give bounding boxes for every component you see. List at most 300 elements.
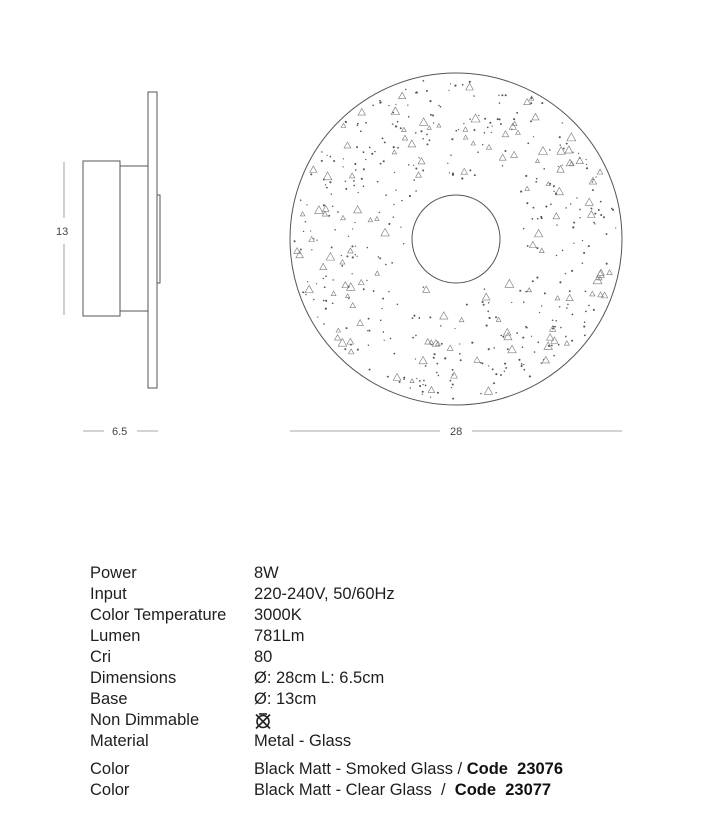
glass-speckle — [429, 100, 431, 102]
glass-speckle — [433, 357, 435, 359]
glass-speckle — [469, 81, 471, 83]
glass-speckle — [607, 270, 612, 275]
glass-speckle — [495, 316, 497, 318]
glass-speckle — [440, 312, 448, 319]
glass-speckle — [527, 288, 532, 292]
glass-speckle — [326, 187, 328, 189]
glass-speckle — [393, 373, 401, 380]
glass-speckle — [550, 203, 552, 205]
glass-speckle — [593, 309, 595, 311]
glass-speckle — [396, 126, 398, 128]
glass-speckle — [513, 118, 515, 120]
glass-speckle — [300, 212, 305, 216]
color-value — [254, 759, 670, 780]
glass-speckle — [569, 290, 571, 292]
glass-speckle — [571, 340, 573, 342]
glass-speckle — [537, 218, 539, 220]
glass-speckle — [353, 180, 355, 182]
non-dimmable-icon — [254, 712, 272, 730]
glass-speckle — [487, 127, 489, 129]
glass-speckle — [381, 308, 382, 309]
glass-speckle — [521, 363, 523, 365]
glass-speckle — [331, 193, 332, 194]
glass-speckle — [438, 375, 440, 377]
glass-speckle — [300, 199, 302, 201]
glass-speckle — [484, 288, 485, 289]
product-code: Code 23076 — [466, 760, 564, 778]
glass-speckle — [323, 179, 325, 181]
glass-speckle — [374, 151, 375, 152]
color-value — [254, 780, 670, 801]
glass-speckle — [407, 104, 408, 105]
glass-speckle — [461, 177, 463, 179]
glass-speckle — [356, 146, 358, 148]
glass-speckle — [422, 138, 424, 140]
glass-speckle — [305, 285, 313, 292]
glass-speckle — [559, 136, 561, 138]
glass-speckle — [343, 166, 344, 167]
glass-speckle — [473, 129, 475, 131]
glass-speckle — [337, 211, 339, 213]
glass-speckle — [331, 291, 336, 295]
glass-speckle — [451, 372, 458, 378]
glass-speckle — [432, 114, 434, 116]
front-view — [290, 73, 622, 405]
glass-speckle — [425, 385, 427, 387]
glass-speckle — [561, 122, 562, 123]
spec-row — [90, 584, 670, 605]
glass-speckle — [415, 132, 417, 134]
glass-speckle — [360, 130, 362, 132]
glass-speckle — [311, 249, 312, 250]
glass-speckle — [316, 283, 317, 284]
glass-speckle — [418, 158, 425, 164]
glass-speckle — [572, 226, 574, 228]
glass-speckle — [395, 104, 396, 105]
glass-speckle — [552, 328, 554, 330]
glass-speckle — [504, 371, 505, 372]
glass-speckle — [410, 379, 414, 383]
glass-speckle — [482, 144, 483, 145]
glass-speckle — [441, 343, 443, 345]
glass-speckle — [487, 311, 489, 313]
glass-speckle — [452, 173, 454, 175]
glass-speckle — [405, 89, 407, 91]
color-label: Color — [90, 781, 130, 799]
glass-speckle — [422, 384, 423, 385]
glass-speckle — [583, 252, 585, 254]
glass-speckle — [358, 108, 365, 115]
glass-speckle — [383, 331, 385, 333]
glass-speckle — [410, 387, 411, 388]
glass-speckle — [547, 334, 554, 340]
glass-speckle — [423, 380, 425, 382]
glass-speckle — [463, 123, 464, 124]
glass-speckle — [323, 172, 332, 180]
glass-speckle — [384, 141, 386, 143]
glass-speckle — [320, 263, 327, 269]
glass-speckle — [357, 320, 363, 326]
glass-speckle — [315, 206, 324, 214]
glass-speckle — [566, 294, 573, 300]
color-row — [90, 780, 670, 801]
spec-label: Input — [90, 585, 127, 603]
glass-speckle — [544, 292, 546, 294]
glass-speckle — [556, 224, 557, 225]
glass-speckle — [603, 216, 605, 218]
glass-speckle — [448, 90, 449, 91]
glass-speckle — [534, 351, 536, 353]
spec-value: 3000K — [254, 606, 302, 624]
glass-speckle — [302, 291, 304, 293]
glass-speckle — [430, 114, 432, 116]
glass-speckle — [408, 140, 416, 147]
glass-speckle — [345, 294, 349, 298]
glass-speckle — [352, 228, 353, 229]
glass-speckle — [585, 198, 593, 205]
glass-speckle — [539, 248, 544, 252]
spec-label: Lumen — [90, 627, 141, 645]
glass-speckle — [305, 294, 306, 295]
glass-speckle — [592, 181, 594, 183]
glass-speckle — [351, 245, 353, 247]
glass-speckle — [532, 280, 534, 282]
glass-speckle — [450, 83, 451, 84]
glass-speckle — [501, 94, 503, 96]
glass-speckle — [325, 308, 327, 310]
glass-speckle — [349, 173, 354, 178]
glass-speckle — [392, 112, 394, 114]
glass-speckle — [451, 138, 453, 140]
glass-speckle — [351, 273, 352, 274]
glass-speckle — [585, 159, 586, 160]
glass-speckle — [474, 357, 480, 362]
spec-label: Material — [90, 732, 149, 750]
glass-speckle — [413, 315, 415, 317]
glass-speckle — [543, 168, 545, 170]
spec-row — [90, 689, 670, 710]
glass-speckle — [565, 336, 567, 338]
glass-speckle — [422, 391, 424, 393]
glass-speckle — [463, 127, 468, 131]
glass-speckle — [458, 129, 459, 130]
glass-speckle — [555, 320, 557, 322]
glass-speckle — [338, 338, 347, 346]
glass-speckle — [342, 282, 349, 288]
glass-speckle — [440, 106, 442, 108]
glass-speckle — [450, 380, 452, 382]
glass-speckle — [519, 290, 521, 292]
spec-row — [90, 605, 670, 626]
glass-speckle — [496, 317, 501, 321]
glass-speckle — [444, 357, 446, 359]
glass-speckle — [493, 347, 495, 349]
glass-speckle — [489, 122, 491, 124]
glass-speckle — [585, 291, 587, 293]
glass-speckle — [541, 102, 543, 104]
glass-speckle — [573, 222, 575, 224]
glass-speckle — [486, 145, 491, 150]
glass-speckle — [430, 317, 431, 318]
glass-speckle — [341, 216, 346, 220]
glass-speckle — [556, 255, 557, 256]
glass-speckle — [379, 257, 381, 259]
glass-speckle — [428, 386, 435, 392]
glass-speckle — [426, 134, 428, 136]
glass-speckle — [530, 102, 532, 104]
spec-value: Metal - Glass — [254, 732, 352, 750]
glass-speckle — [522, 337, 524, 339]
glass-speckle — [429, 139, 431, 141]
glass-speckle — [454, 328, 455, 329]
glass-speckle — [380, 163, 382, 165]
glass-speckle — [569, 161, 574, 165]
glass-speckle — [583, 325, 585, 327]
glass-speckle — [415, 168, 417, 170]
glass-speckle — [525, 291, 527, 293]
glass-speckle — [366, 280, 367, 281]
glass-speckle — [399, 92, 406, 98]
glass-speckle — [598, 209, 600, 211]
glass-speckle — [511, 128, 512, 129]
glass-speckle — [390, 338, 392, 340]
glass-speckle — [598, 269, 605, 275]
glass-speckle — [488, 348, 490, 350]
glass-speckle — [391, 107, 399, 115]
glass-speckle — [567, 133, 576, 141]
glass-speckle — [317, 316, 318, 317]
glass-speckle — [521, 365, 523, 367]
glass-speckle — [469, 169, 471, 171]
glass-speckle — [368, 344, 369, 345]
glass-speckle — [393, 204, 394, 205]
glass-speckle — [500, 374, 502, 376]
glass-speckle — [426, 90, 428, 92]
glass-speckle — [322, 206, 329, 212]
glass-speckle — [540, 216, 542, 218]
glass-speckle — [383, 160, 385, 162]
glass-speckle — [418, 157, 419, 158]
glass-speckle — [534, 229, 542, 236]
glass-speckle — [594, 213, 596, 215]
glass-speckle — [400, 127, 402, 129]
glass-speckle — [523, 228, 525, 230]
glass-speckle — [597, 169, 603, 174]
glass-speckle — [436, 363, 438, 365]
glass-speckle — [606, 263, 608, 265]
glass-speckle — [452, 369, 454, 371]
glass-speckle — [511, 302, 512, 303]
spec-row — [90, 563, 670, 584]
spec-value: 80 — [254, 648, 273, 666]
glass-speckle — [419, 380, 421, 382]
glass-speckle — [471, 342, 473, 344]
glass-speckle — [369, 369, 371, 371]
glass-speckle — [447, 163, 448, 164]
glass-speckle — [533, 136, 534, 137]
glass-speckle — [571, 270, 573, 272]
glass-speckle — [482, 293, 490, 300]
glass-speckle — [585, 311, 587, 313]
glass-speckle — [483, 304, 485, 306]
glass-speckle — [321, 151, 322, 152]
glass-speckle — [588, 305, 590, 307]
glass-speckle — [499, 102, 501, 104]
glass-speckle — [423, 80, 425, 82]
glass-speckle — [355, 169, 357, 171]
glass-speckle — [541, 305, 542, 306]
glass-speckle — [562, 165, 563, 166]
glass-speckle — [538, 147, 547, 155]
glass-speckle — [596, 279, 597, 280]
glass-speckle — [516, 112, 518, 114]
glass-speckle — [518, 359, 520, 361]
glass-speckle — [358, 279, 364, 284]
glass-speckle — [504, 333, 512, 340]
glass-speckle — [418, 317, 420, 319]
glass-speckle — [430, 396, 431, 397]
glass-speckle — [533, 207, 535, 209]
glass-speckle — [397, 147, 399, 149]
glass-speckle — [553, 185, 555, 187]
glass-speckle — [559, 306, 560, 307]
glass-speckle — [384, 340, 385, 341]
glass-speckle — [549, 183, 551, 185]
spec-value: Ø: 13cm — [254, 690, 317, 708]
glass-speckle — [393, 146, 395, 148]
glass-speckle — [562, 249, 564, 251]
glass-speckle — [357, 256, 358, 257]
glass-speckle — [373, 290, 375, 292]
glass-speckle — [415, 335, 417, 337]
glass-speckle — [590, 291, 595, 296]
glass-speckle — [573, 243, 574, 244]
glass-speckle — [368, 330, 370, 332]
glass-speckle — [341, 123, 346, 127]
glass-speckle — [392, 123, 394, 125]
glass-speckle — [332, 205, 334, 207]
glass-speckle — [495, 392, 496, 393]
glass-speckle — [393, 353, 395, 355]
glass-speckle — [294, 248, 301, 254]
glass-speckle — [507, 348, 509, 350]
glass-speckle — [594, 223, 595, 224]
glass-speckle — [560, 144, 561, 145]
glass-speckle — [586, 167, 588, 169]
glass-speckle — [536, 247, 538, 249]
glass-speckle — [492, 368, 494, 370]
glass-speckle — [565, 273, 566, 274]
glass-speckle — [516, 130, 521, 134]
glass-speckle — [348, 298, 349, 299]
glass-speckle — [357, 124, 359, 126]
glass-speckle — [394, 172, 395, 173]
glass-speckle — [452, 383, 454, 385]
glass-speckle — [352, 256, 354, 258]
glass-speckle — [567, 304, 569, 306]
glass-speckle — [363, 288, 365, 290]
glass-speckle — [307, 281, 308, 282]
glass-speckle — [497, 118, 499, 120]
glass-speckle — [345, 181, 346, 182]
glass-speckle — [473, 95, 475, 97]
glass-speckle — [303, 231, 304, 232]
glass-speckle — [488, 365, 489, 366]
glass-speckle — [527, 142, 529, 144]
product-code: Code 23077 — [454, 781, 552, 799]
glass-speckle — [357, 349, 359, 351]
glass-speckle — [329, 181, 331, 183]
glass-speckle — [555, 296, 560, 300]
glass-speckle — [377, 181, 379, 183]
glass-speckle — [336, 328, 340, 332]
glass-speckle — [344, 142, 351, 148]
side-view-mount — [157, 195, 160, 283]
glass-speckle — [324, 286, 326, 288]
glass-speckle — [369, 147, 371, 149]
spec-table — [90, 563, 670, 801]
glass-speckle — [397, 121, 399, 123]
glass-speckle — [523, 369, 525, 371]
glass-speckle — [357, 192, 358, 193]
glass-speckle — [551, 344, 553, 346]
glass-speckle — [592, 189, 594, 191]
glass-speckle — [505, 279, 514, 287]
side-view-body — [83, 161, 120, 316]
spec-row — [90, 710, 670, 731]
glass-speckle — [346, 327, 348, 329]
glass-speckle — [565, 207, 567, 209]
glass-speckle — [471, 141, 475, 145]
glass-speckle — [367, 247, 368, 248]
glass-speckle — [584, 334, 586, 336]
glass-speckle — [492, 126, 493, 127]
spec-label: Power — [90, 564, 137, 582]
glass-speckle — [419, 385, 421, 387]
glass-speckle — [463, 135, 467, 139]
glass-speckle — [385, 194, 387, 196]
front-view-center-hole — [412, 195, 500, 283]
glass-speckle — [379, 100, 381, 102]
glass-speckle — [535, 159, 539, 163]
glass-speckle — [438, 105, 439, 106]
glass-speckle — [433, 122, 434, 123]
glass-speckle — [425, 339, 431, 344]
glass-speckle — [554, 326, 556, 328]
glass-speckle — [422, 394, 423, 395]
glass-speckle — [504, 363, 506, 365]
glass-speckle — [371, 153, 373, 155]
color-finish: Black Matt - Clear Glass / — [254, 781, 455, 799]
glass-speckle — [380, 101, 382, 103]
glass-speckle — [385, 264, 387, 266]
glass-speckle — [347, 338, 354, 344]
glass-speckle — [388, 291, 389, 292]
glass-speckle — [541, 363, 542, 364]
glass-speckle — [491, 132, 492, 133]
glass-speckle — [330, 156, 332, 158]
glass-speckle — [437, 392, 439, 394]
glass-speckle — [563, 148, 565, 150]
glass-speckle — [381, 228, 389, 236]
glass-speckle — [412, 317, 414, 319]
glass-speckle — [606, 233, 608, 235]
glass-speckle — [391, 262, 393, 264]
glass-speckle — [502, 336, 504, 338]
glass-speckle — [578, 153, 579, 154]
glass-speckle — [401, 127, 406, 131]
glass-speckle — [363, 185, 365, 187]
